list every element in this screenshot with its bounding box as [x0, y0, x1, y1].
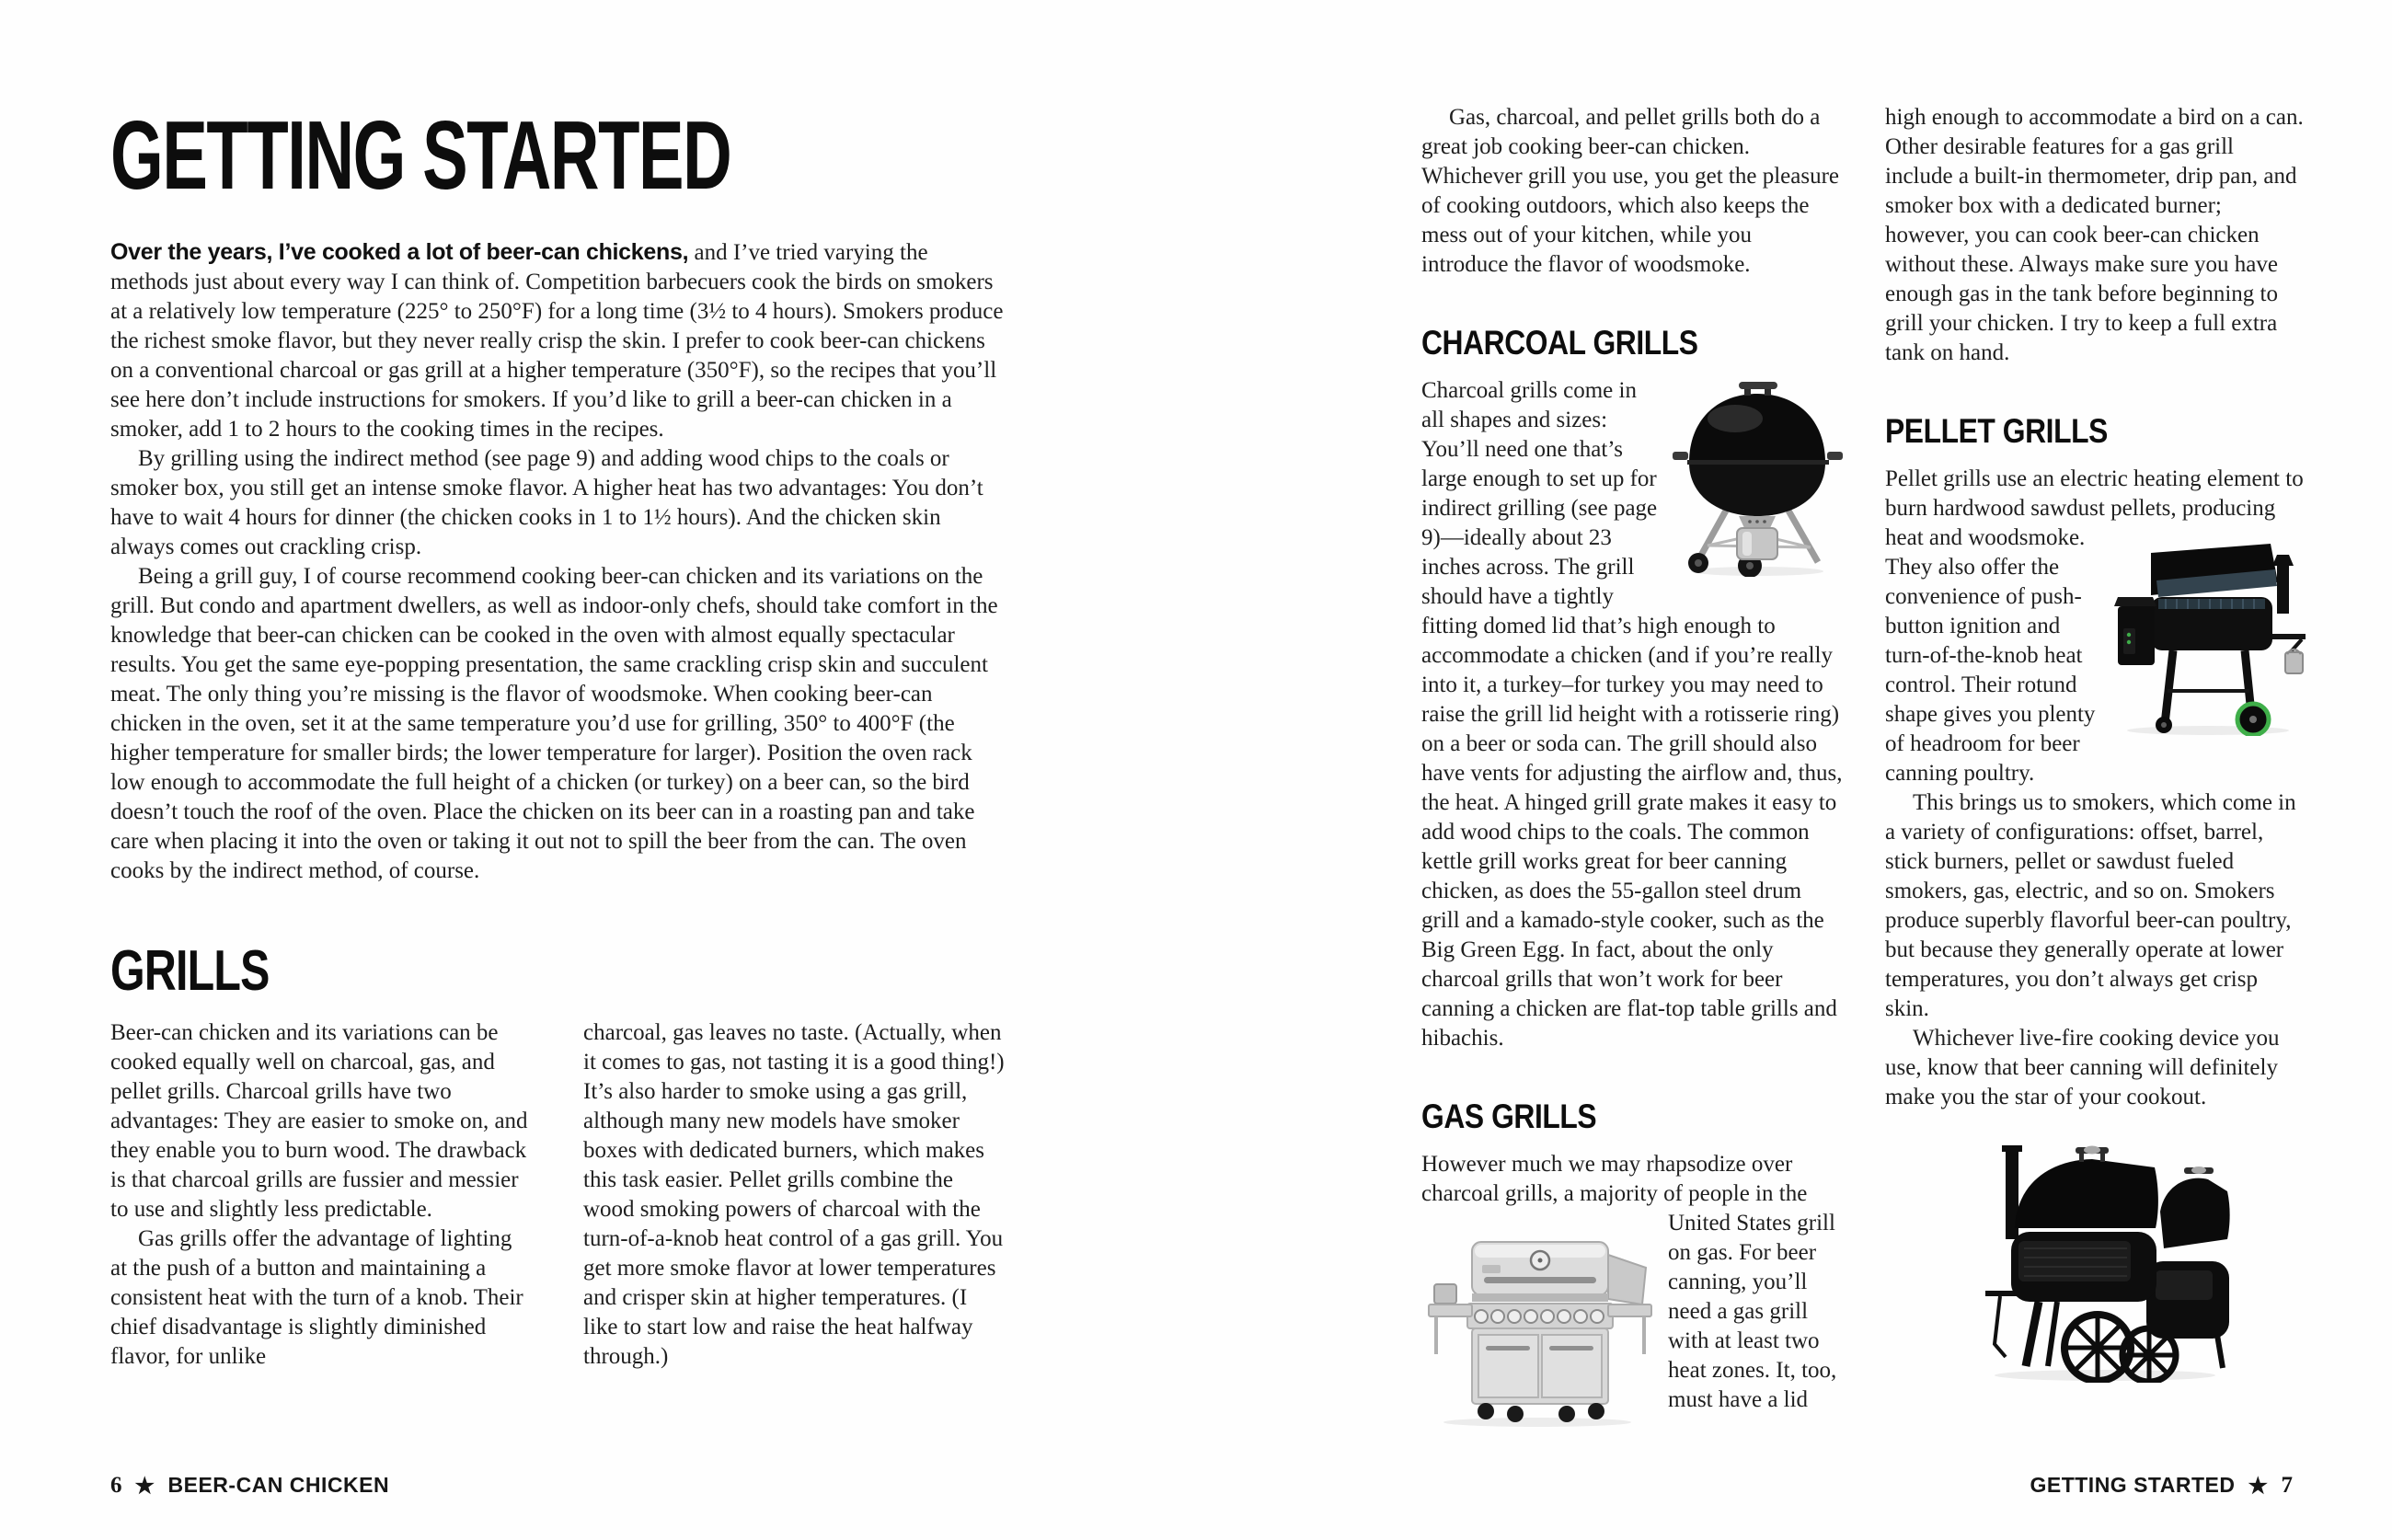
right-page-footer — [2030, 1472, 2293, 1499]
grills-heading: GRILLS — [110, 939, 270, 1003]
page-right — [1421, 0, 2306, 1435]
right-page-columns — [1421, 0, 2306, 1435]
pellet-grills-paragraph: Pellet grills use an electric heating element to burn hardwood sawdust pellets, producing heat and woodsmoke. They also offer the convenience of push-button ignition and turn-of-the-knob heat control. Their rotund shape gives you plenty of headroom for beer canning poultry. — [1885, 465, 2306, 788]
grills-column-2 — [583, 1018, 1005, 1372]
grills-col1-paragraph-2: Gas grills offer the advantage of lighting at the push of a button and maintaining a consistent heat with the turn of a knob. Their chief disadvantage is slightly diminished flavor, for unlike — [110, 1226, 523, 1369]
pellet-grills-heading: PELLET GRILLS — [1885, 412, 2108, 450]
charcoal-grills-paragraph: Charcoal grills come in all shapes and sizes: You’ll need one that’s large enough to set up for indirect grilling (see page 9)—ideally about 23 inches across. The grill should have a tightly fitting domed lid that’s high enough to accommodate a chicken (and if you’re really into it, a turkey–for turkey you may need to raise the grill lid height with a rotisserie ring) on a beer or soda can. The grill should also have vents for adjusting the airflow and, thus, the heat. A hinged grill grate makes it easy to add wood chips to the coals. The common kettle grill works great for beer canning chicken, as does the 55-gallon steel drum grill and a kamado-style cooker, such as the Big Green Egg. In fact, about the only charcoal grills that won’t work for beer canning a chicken are flat-top table grills and hibachis. — [1421, 378, 1843, 1051]
intro-lead-in: Over the years, I’ve cooked a lot of beer-can chickens, — [110, 239, 689, 265]
star-icon: ★ — [134, 1474, 155, 1499]
smokers-paragraph: This brings us to smokers, which come in a variety of configurations: offset, barrel, stick burners, pellet or sawdust fueled smokers, gas, electric, and so on. Smokers produce superbly flavorful beer-can poultry, but because they generally operate at lower temperatures, you don’t always get crisp skin. — [1885, 790, 2296, 1021]
closing-paragraph: Whichever live-fire cooking device you use, know that beer canning will definitely make you the star of your cookout. — [1885, 1026, 2280, 1109]
book-title-footer: BEER-CAN CHICKEN — [167, 1473, 390, 1497]
left-page-footer — [110, 1472, 389, 1499]
smoker-image-container — [1885, 1125, 2306, 1387]
right-page-number: 7 — [2281, 1473, 2293, 1498]
right-column-2 — [1885, 0, 2306, 1435]
gas-grills-heading: GAS GRILLS — [1421, 1098, 1597, 1135]
grill-types-intro-paragraph: Gas, charcoal, and pellet grills both do a great job cooking beer-can chicken. Whichever grill you use, you get the pleasure of cooking outdoors, which also keeps the mess out of your kitchen, while you introduce the flavor of woodsmoke. — [1421, 105, 1840, 277]
left-page-number: 6 — [110, 1473, 122, 1498]
right-column-1 — [1421, 0, 1843, 1435]
charcoal-kettle-grill-image — [1673, 382, 1843, 577]
grills-col1-paragraph-1: Beer-can chicken and its variations can be cooked equally well on charcoal, gas, and pellet grills. Charcoal grills have two advantages: They are easier to smoke on, and they enable you to burn wood. The drawback is that charcoal grills are fussier and messier to use and slightly less predictable. — [110, 1020, 528, 1222]
gas-grills-paragraph: However much we may rhapsodize over charcoal grills, a majority of people in the United States grill on gas. For beer canning, you’ll need a gas grill with at least two heat zones. It, too, must have a lid — [1421, 1150, 1843, 1415]
pellet-grill-image — [2109, 529, 2306, 736]
intro-paragraph: Over the years, I’ve cooked a lot of beer-can chickens, and I’ve tried varying the methods just about every way I can think of. Competition barbecuers cook the birds on smokers at a relatively low temperature (225° to 250°F) for a long time (3½ to 4 hours). Smokers produce the richest smoke flavor, but they never really crisp the skin. I prefer to cook beer-can chickens on a conventional charcoal or gas grill at a higher temperature (350°F), so the recipes that you’ll see here don’t include instructions for smokers. If you’d like to grill a beer-can chicken in a smoker, add 1 to 2 hours to the cooking times in the recipes. — [110, 239, 1004, 442]
page-left — [110, 0, 1005, 1372]
gas-grills-continuation-paragraph: high enough to accommodate a bird on a can. Other desirable features for a gas grill include a built-in thermometer, drip pan, and smoker box with a dedicated burner; however, you can cook beer-can chicken without these. Always make sure you have enough gas in the tank before beginning to grill your chicken. I try to keep a full extra tank on hand. — [1885, 105, 2304, 365]
grills-col2-paragraph: charcoal, gas leaves no taste. (Actually, when it comes to gas, not tasting it is a good thing!) It’s also harder to smoke using a gas grill, although many new models have smoker boxes with dedicated burners, which makes this task easier. Pellet grills combine the wood smoking powers of charcoal with the turn-of-a-knob heat control of a gas grill. You get more smoke flavor at lower temperatures and crisper skin at higher temperatures. (I like to start low and raise the heat halfway through.) — [583, 1020, 1005, 1369]
section-title-footer: GETTING STARTED — [2030, 1473, 2236, 1497]
paragraph-oven-method: Being a grill guy, I of course recommend cooking beer-can chicken and its variations on the grill. But condo and apartment dwellers, as well as indoor-only chefs, should take comfort in the knowledge that beer-can chicken can be cooked in the oven with almost equally spectacular results. You get the same eye-popping presentation, the same crackling crisp skin and succulent meat. The only thing you’re missing is the flavor of woodsmoke. When cooking beer-can chicken in the oven, set it at the same temperature you’d use for grilling, 350° to 400°F (the higher temperature for smaller birds; the lower temperature for larger). Position the oven rack low enough to accommodate the full height of a chicken (or turkey) on a beer can, so the bird doesn’t touch the roof of the oven. Place the chicken on its beer can in a roasting pan and take care when placing it into the oven or taking it out not to spill the beer from the can. The oven cooks by the indirect method, of course. — [110, 564, 998, 883]
charcoal-grills-heading: CHARCOAL GRILLS — [1421, 324, 1698, 362]
star-icon: ★ — [2248, 1474, 2269, 1499]
page-title: GETTING STARTED — [110, 101, 731, 210]
grills-columns — [110, 1018, 1005, 1372]
grills-column-1 — [110, 1018, 532, 1372]
paragraph-indirect-method: By grilling using the indirect method (see page 9) and adding wood chips to the coals or smoker box, you still get an intense smoke flavor. A higher heat has two advantages: You don’t have to wait 4 hours for dinner (the chicken cooks in 1 to 1½ hours). And the chicken skin always comes out crackling crisp. — [110, 446, 983, 559]
offset-smoker-image — [1958, 1125, 2234, 1383]
gas-grill-image — [1421, 1216, 1653, 1428]
